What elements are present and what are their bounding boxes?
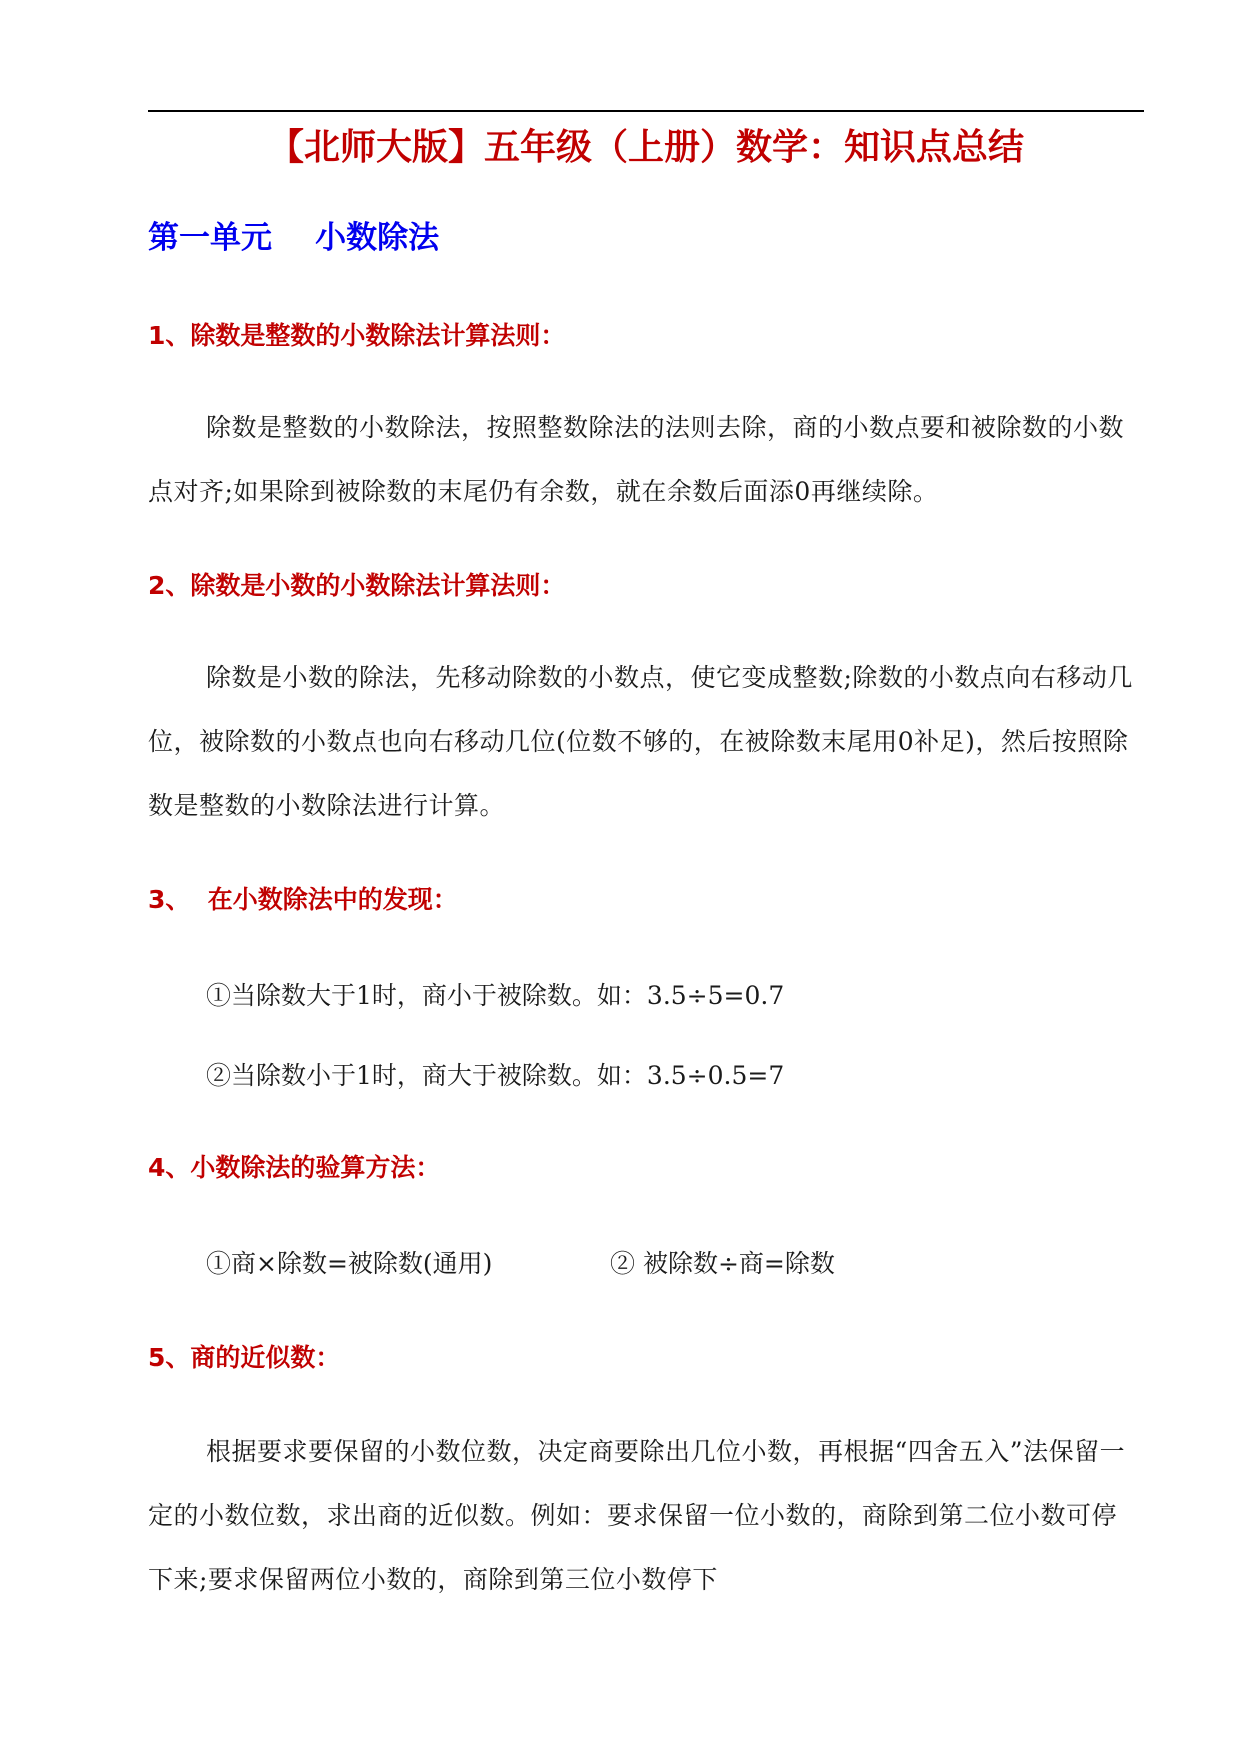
unit-title: 第一单元 小数除法 [148, 220, 440, 256]
section-paragraph-2: 除数是小数的除法，先移动除数的小数点，使它变成整数;除数的小数点向右移动几位，被除数的小数点也向右移动几位(位数不够的，在被除数末尾用0补足)，然后按照除数是整数的小数除法进行计算。 [148, 663, 1133, 820]
finding-item-2: ②当除数小于1时，商大于被除数。如：3.5÷0.5=7 [206, 1061, 785, 1090]
check-method-2: ② 被除数÷商=除数 [610, 1249, 835, 1278]
document-title: 【北师大版】五年级（上册）数学：知识点总结 [267, 127, 1024, 168]
header-rule [148, 110, 1144, 112]
check-method-1: ①商×除数=被除数(通用) [206, 1249, 493, 1278]
section-heading-1: 1、除数是整数的小数除法计算法则： [148, 321, 566, 350]
section-heading-2: 2、除数是小数的小数除法计算法则： [148, 571, 566, 600]
finding-item-1: ①当除数大于1时，商小于被除数。如：3.5÷5=0.7 [206, 981, 785, 1010]
section-paragraph-1: 除数是整数的小数除法，按照整数除法的法则去除，商的小数点要和被除数的小数点对齐;如果除到被除数的末尾仍有余数，就在余数后面添0再继续除。 [148, 413, 1125, 506]
section-heading-4: 4、小数除法的验算方法： [148, 1153, 441, 1182]
section-heading-3: 3、 在小数除法中的发现： [148, 885, 458, 914]
section-paragraph-5: 根据要求要保留的小数位数，决定商要除出几位小数，再根据“四舍五入”法保留一定的小数位数，求出商的近似数。例如：要求保留一位小数的，商除到第二位小数可停下来;要求保留两位小数的，商除到第三位小数停下 [148, 1437, 1126, 1594]
section-heading-5: 5、商的近似数： [148, 1343, 341, 1372]
